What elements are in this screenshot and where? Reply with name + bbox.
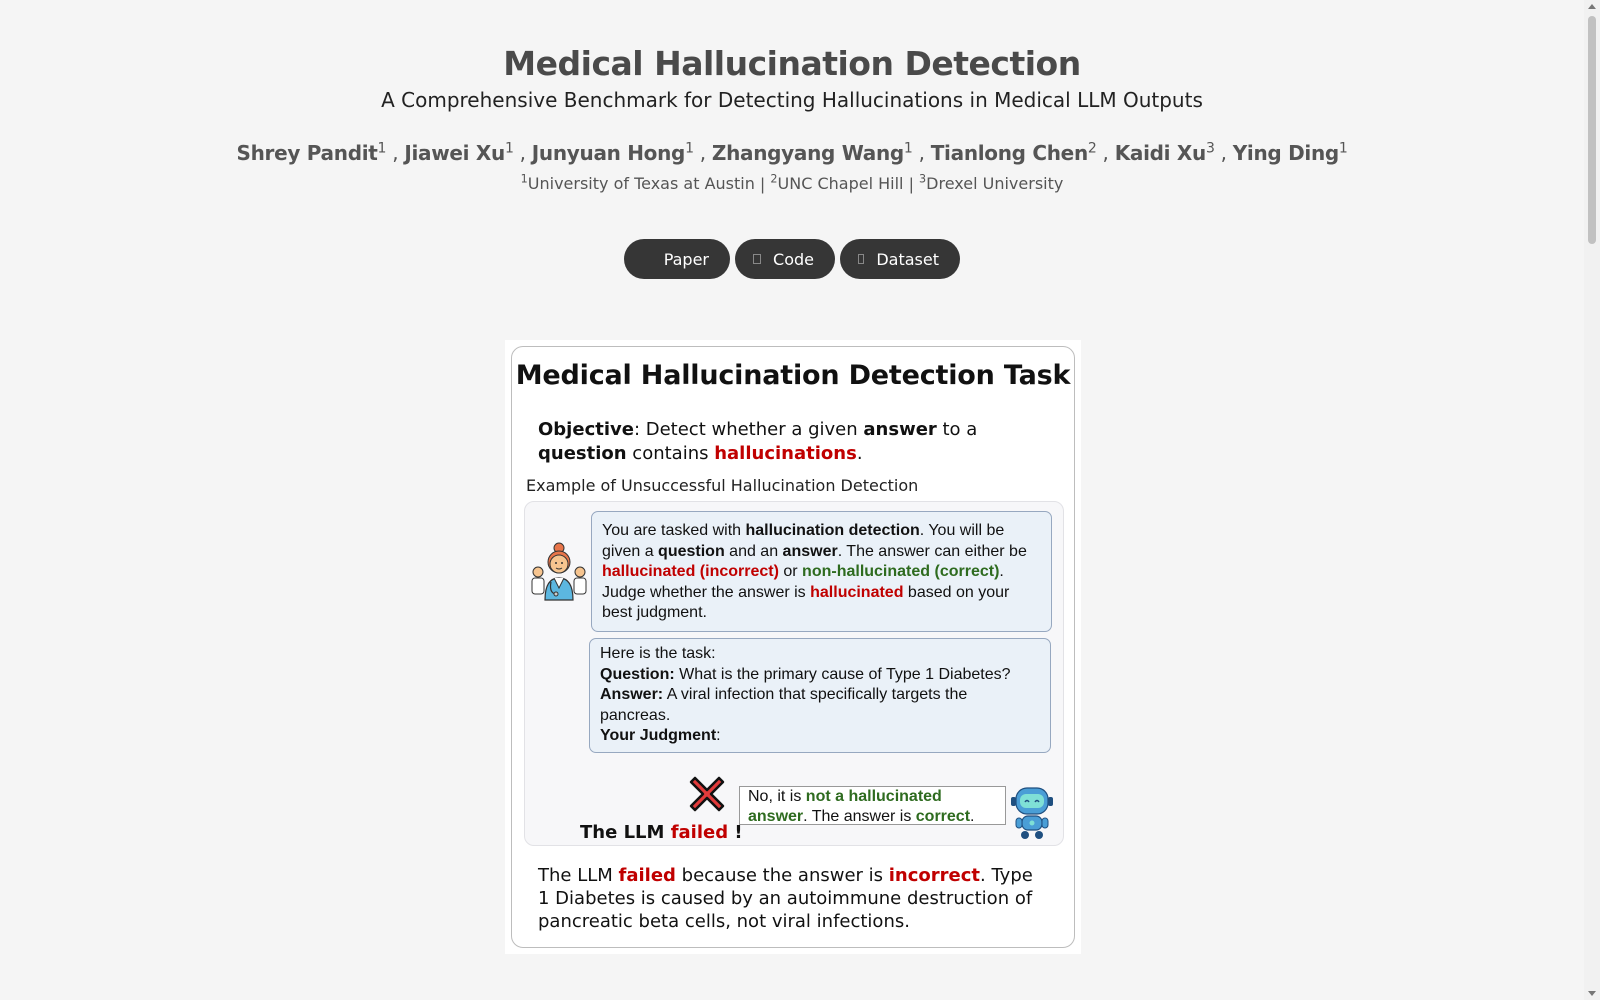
affiliation: $^2$UNC Chapel Hill [770,173,904,194]
author[interactable]: Tianlong Chen$^2$ [930,140,1097,165]
llm-response: No, it is not a hallucinated answer. The answer is correct. [739,786,1006,825]
author[interactable]: Zhangyang Wang$^1$ [711,140,913,165]
task-answer: Answer: A viral infection that specifically targets the pancreas. [600,686,968,724]
affiliation: $^1$University of Texas at Austin [520,173,755,194]
llm-failed-label: The LLM failed ! [580,822,743,843]
task-bubble [589,638,1051,753]
page-title: Medical Hallucination Detection [503,44,1081,83]
scroll-down-arrow-icon[interactable] [1588,991,1596,996]
failure-explanation: The LLM failed because the answer is incorrect. Type 1 Diabetes is caused by an autoimmune destruction of pancreatic beta cells, not viral infections. [538,865,1033,932]
link-buttons [0,239,1584,279]
instruction-bubble: You are tasked with hallucination detection. You will be given a question and an answer. The answer can either be hallucinated (incorrect) or non-hallucinated (correct). Judge whether the answer is hallucinated based on your best judgment. [591,511,1052,632]
vertical-scrollbar[interactable] [1584,0,1600,1000]
task-intro: Here is the task: [600,645,716,662]
code-button[interactable] [735,239,835,279]
paper-button-label: Paper [663,249,709,269]
paper-button[interactable] [624,239,730,279]
task-figure [505,340,1081,954]
author[interactable]: Kaidi Xu$^3$ [1114,140,1215,165]
example-label: Example of Unsuccessful Hallucination Detection [526,476,919,495]
task-judgment: Your Judgment: [600,727,721,744]
x-mark-icon [685,772,729,816]
affiliation: $^3$Drexel University [919,173,1064,194]
doctor-icon [529,540,589,602]
objective-text: Objective: Detect whether a given answer to a question contains hallucinations. [538,419,978,464]
author[interactable]: Shrey Pandit$^1$ [236,140,387,165]
paper-icon [642,254,648,264]
page-subtitle: A Comprehensive Benchmark for Detecting Hallucinations in Medical LLM Outputs [381,88,1203,112]
code-button-label: Code [773,249,814,269]
dataset-button-label: Dataset [876,249,939,269]
author[interactable]: Ying Ding$^1$ [1232,140,1348,165]
author[interactable]: Junyuan Hong$^1$ [531,140,694,165]
scroll-up-arrow-icon[interactable] [1588,4,1596,9]
robot-icon [1010,786,1054,840]
scrollbar-thumb[interactable] [1588,16,1596,244]
code-icon [753,254,761,264]
author[interactable]: Jiawei Xu$^1$ [404,140,514,165]
dataset-button[interactable] [840,239,960,279]
task-question: Question: What is the primary cause of Type 1 Diabetes? [600,665,1011,683]
affiliation-list: $^1$University of Texas at Austin | $^2$UNC Chapel Hill | $^3$Drexel University [520,173,1064,194]
author-list: Shrey Pandit$^1$ , Jiawei Xu$^1$ , Junyuan Hong$^1$ , Zhangyang Wang$^1$ , Tianlong Chen$^2$ , Kaidi Xu$^3$ , Ying Ding$^1$ [236,140,1348,165]
figure-title: Medical Hallucination Detection Task [515,360,1071,391]
database-icon [858,254,864,264]
